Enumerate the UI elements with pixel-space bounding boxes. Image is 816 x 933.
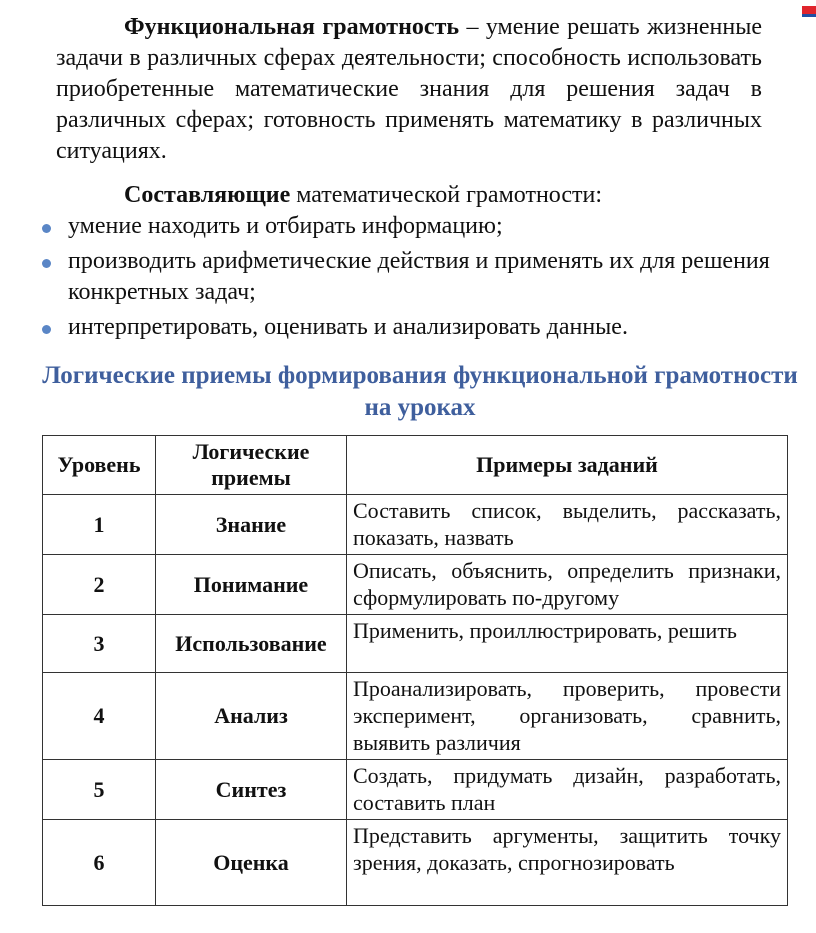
technique-cell: Использование [156,615,347,673]
components-lead-rest: математической грамотности: [290,182,603,208]
table-row [43,760,788,820]
intro-definition: – умение решать жизненные задачи в различных сферах деятельности; способность использовать приобретенные математические знания для решения задач в различных сферах; готовность применять математику в различных ситуациях. [56,14,763,164]
examples-cell: Представить аргументы, защитить точку зрения, доказать, спрогнозировать [347,820,788,906]
bullet-icon [42,259,51,268]
examples-cell: Составить список, выделить, рассказать, показать, назвать [347,495,788,555]
techniques-table [42,435,788,906]
components-heading [124,180,602,211]
level-cell: 6 [43,820,156,906]
level-cell: 5 [43,760,156,820]
technique-cell: Оценка [156,820,347,906]
intro-paragraph [56,12,762,167]
level-cell: 3 [43,615,156,673]
flag-icon [802,0,816,16]
examples-cell: Применить, проиллюстрировать, решить [347,615,788,673]
components-lead-bold: Составляющие [124,182,291,208]
header-level: Уровень [43,436,156,495]
table-row [43,615,788,673]
examples-cell: Создать, придумать дизайн, разработать, составить план [347,760,788,820]
table-title: Логические приемы формирования функциональной грамотности на уроках [42,362,798,421]
table-row [43,820,788,906]
table-row [43,555,788,615]
intro-term: Функциональная грамотность [124,14,460,40]
examples-cell: Описать, объяснить, определить признаки, сформулировать по-другому [347,555,788,615]
list-item: производить арифметические действия и применять их для решения конкретных задач; [38,246,778,308]
level-cell: 4 [43,673,156,760]
table-row [43,673,788,760]
bullet-icon [42,224,51,233]
technique-cell: Понимание [156,555,347,615]
header-technique: Логические приемы [156,436,347,495]
table-row [43,495,788,555]
level-cell: 2 [43,555,156,615]
technique-cell: Анализ [156,673,347,760]
list-item: умение находить и отбирать информацию; [38,211,778,242]
technique-cell: Знание [156,495,347,555]
level-cell: 1 [43,495,156,555]
technique-cell: Синтез [156,760,347,820]
list-item: интерпретировать, оценивать и анализировать данные. [38,312,778,343]
examples-cell: Проанализировать, проверить, провести эксперимент, организовать, сравнить, выявить различия [347,673,788,760]
header-examples: Примеры заданий [347,436,788,495]
bullet-icon [42,325,51,334]
table-header-row [43,436,788,495]
components-list [38,211,778,347]
